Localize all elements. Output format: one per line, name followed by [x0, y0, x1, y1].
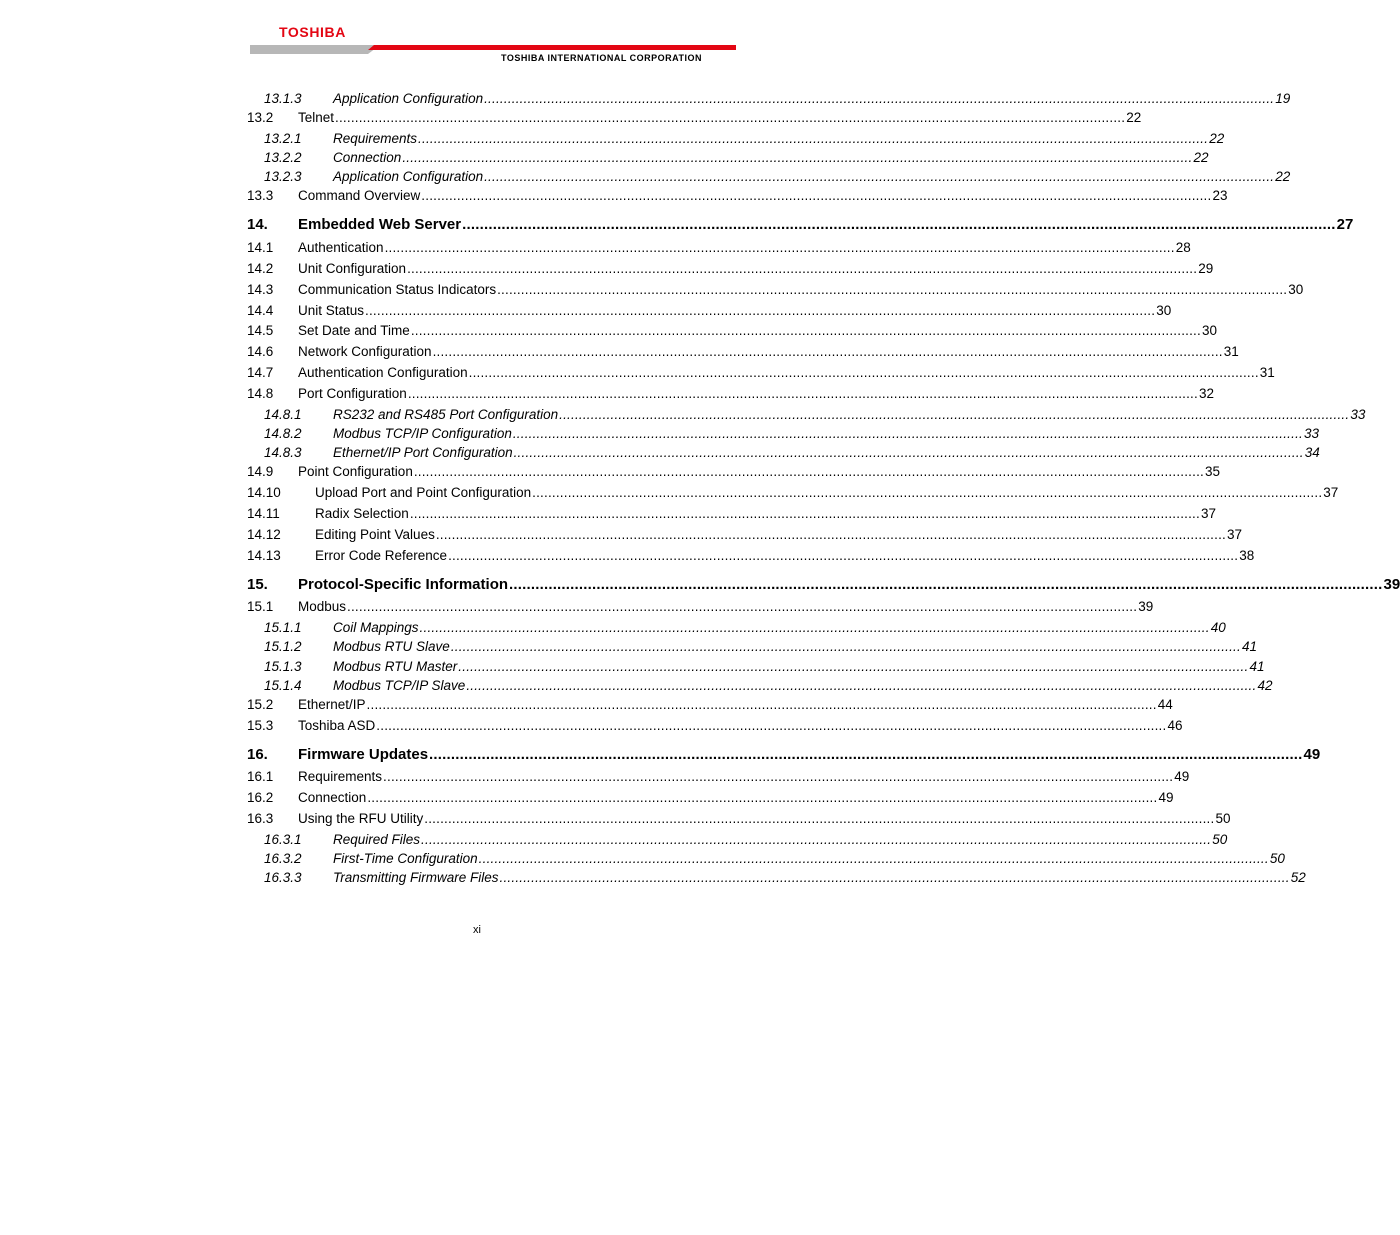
toc-entry[interactable] — [264, 407, 1366, 422]
toc-entry[interactable] — [247, 485, 1339, 500]
toc-entry-number: 13.2 — [247, 110, 274, 125]
toc-entry-number: 14.8 — [247, 386, 274, 401]
toc-entry-number: 14.8.2 — [264, 426, 302, 441]
toc-dot-leader: ........................................................................................................................................................................................................ — [376, 718, 1167, 733]
toc-dot-leader: ........................................................................................................................................................................................................ — [365, 303, 1156, 318]
toc-entry-title: Command Overview — [298, 188, 421, 203]
toc-entry[interactable] — [247, 323, 1217, 338]
toc-dot-leader: ........................................................................................................................................................................................................ — [484, 91, 1275, 106]
toc-entry-number: 15.2 — [247, 697, 274, 712]
toc-entry-title: Modbus RTU Master — [333, 659, 458, 674]
page-header — [0, 0, 954, 70]
toc-entry-title: Protocol-Specific Information — [298, 576, 509, 593]
toc-entry[interactable] — [247, 303, 1172, 318]
toc-entry-number: 16.3.1 — [264, 832, 302, 847]
toc-entry-number: 14.9 — [247, 464, 274, 479]
toc-dot-leader: ........................................................................................................................................................................................................ — [468, 365, 1259, 380]
toc-entry-title: Modbus — [298, 599, 347, 614]
toc-entry-title: Ethernet/IP — [298, 697, 366, 712]
toc-entry[interactable] — [247, 548, 1255, 563]
toc-entry[interactable] — [264, 426, 1320, 441]
toc-entry[interactable] — [247, 386, 1214, 401]
toc-entry-number: 13.2.2 — [264, 150, 302, 165]
toc-entry[interactable] — [264, 91, 1291, 106]
toc-entry-page: 22 — [1209, 131, 1225, 146]
toc-dot-leader: ........................................................................................................................................................................................................ — [499, 870, 1290, 885]
toc-entry-title: Modbus TCP/IP Configuration — [333, 426, 512, 441]
toc-entry-number: 14. — [247, 216, 268, 233]
toc-entry-page: 32 — [1198, 386, 1214, 401]
toc-entry-number: 14.13 — [247, 548, 281, 563]
toc-dot-leader: ........................................................................................................................................................................................................ — [432, 344, 1223, 359]
toc-entry-number: 14.3 — [247, 282, 274, 297]
toc-dot-leader: ........................................................................................................................................................................................................ — [366, 697, 1157, 712]
toc-entry-title: Telnet — [298, 110, 335, 125]
toc-entry[interactable] — [264, 620, 1226, 635]
toc-entry-number: 14.4 — [247, 303, 274, 318]
toc-entry-page: 52 — [1290, 870, 1306, 885]
toc-entry-page: 50 — [1215, 811, 1231, 826]
toc-entry-number: 16.3.3 — [264, 870, 302, 885]
toc-entry-page: 19 — [1275, 91, 1291, 106]
toc-entry-page: 30 — [1156, 303, 1172, 318]
toc-entry-page: 50 — [1269, 851, 1285, 866]
toc-dot-leader: ........................................................................................................................................................................................................ — [478, 851, 1269, 866]
toc-entry[interactable] — [264, 870, 1306, 885]
toc-entry[interactable] — [264, 150, 1209, 165]
toc-dot-leader: ........................................................................................................................................................................................................ — [466, 678, 1257, 693]
toc-entry-page: 33 — [1304, 426, 1320, 441]
toc-entry[interactable] — [264, 659, 1265, 674]
toc-entry-page: 30 — [1201, 323, 1217, 338]
toc-dot-leader: ........................................................................................................................................................................................................ — [407, 261, 1198, 276]
toc-entry-number: 15.1 — [247, 599, 274, 614]
toc-entry-page: 49 — [1174, 769, 1190, 784]
toc-dot-leader: ........................................................................................................................................................................................................ — [458, 659, 1249, 674]
toc-entry[interactable] — [247, 790, 1174, 805]
toc-entry-page: 34 — [1304, 445, 1320, 460]
toc-dot-leader: ........................................................................................................................................................................................................ — [484, 169, 1275, 184]
toc-entry-title: Authentication Configuration — [298, 365, 468, 380]
toc-dot-leader: ........................................................................................................................................................................................................ — [407, 386, 1198, 401]
toc-entry-number: 16.3.2 — [264, 851, 302, 866]
toc-entry-title: Ethernet/IP Port Configuration — [333, 445, 513, 460]
toc-entry-number: 15. — [247, 576, 268, 593]
toc-dot-leader: ........................................................................................................................................................................................................ — [424, 811, 1215, 826]
toc-entry-number: 15.1.1 — [264, 620, 302, 635]
toc-entry-number: 14.11 — [247, 506, 280, 521]
toc-entry-number: 13.2.1 — [264, 131, 302, 146]
toc-entry-page: 22 — [1275, 169, 1291, 184]
toc-entry-number: 14.10 — [247, 485, 281, 500]
toc-entry[interactable] — [247, 110, 1142, 125]
toc-dot-leader: ........................................................................................................................................................................................................ — [367, 790, 1158, 805]
toc-entry[interactable] — [247, 216, 1354, 233]
page-number: xi — [473, 924, 481, 936]
toc-entry-page: 38 — [1239, 548, 1255, 563]
toc-entry[interactable] — [247, 261, 1214, 276]
toc-entry-number: 16.1 — [247, 769, 274, 784]
toc-entry[interactable] — [264, 678, 1273, 693]
toc-entry-title: Authentication — [298, 240, 384, 255]
toc-entry-page: 37 — [1200, 506, 1216, 521]
toc-entry-page: 42 — [1257, 678, 1273, 693]
toc-dot-leader: ........................................................................................................................................................................................................ — [450, 639, 1241, 654]
toc-dot-leader: ........................................................................................................................................................................................................ — [421, 188, 1212, 203]
toc-dot-leader: ........................................................................................................................................................................................................ — [509, 576, 1383, 593]
toc-entry-page: 22 — [1126, 110, 1142, 125]
toc-entry-page: 28 — [1175, 240, 1191, 255]
toc-entry-page: 49 — [1158, 790, 1174, 805]
toc-entry-page: 37 — [1323, 485, 1339, 500]
toc-entry-title: Using the RFU Utility — [298, 811, 424, 826]
toc-dot-leader: ........................................................................................................................................................................................................ — [413, 464, 1204, 479]
toc-entry-page: 50 — [1212, 832, 1228, 847]
toc-entry-number: 14.8.3 — [264, 445, 302, 460]
toc-entry-title: Embedded Web Server — [298, 216, 462, 233]
toc-entry-title: Transmitting Firmware Files — [333, 870, 499, 885]
toc-entry-number: 14.8.1 — [264, 407, 302, 422]
toc-entry[interactable] — [247, 365, 1275, 380]
toc-entry-title: Required Files — [333, 832, 421, 847]
toc-entry-page: 41 — [1241, 639, 1257, 654]
toc-entry[interactable] — [247, 527, 1243, 542]
toc-entry[interactable] — [264, 639, 1257, 654]
toc-entry-title: Set Date and Time — [298, 323, 410, 338]
toc-dot-leader: ........................................................................................................................................................................................................ — [429, 746, 1303, 763]
toc-dot-leader: ........................................................................................................................................................................................................ — [559, 407, 1350, 422]
toc-entry-title: Connection — [333, 150, 402, 165]
corporation-name: TOSHIBA INTERNATIONAL CORPORATION — [501, 53, 702, 63]
toc-entry-title: Network Configuration — [298, 344, 432, 359]
toc-dot-leader: ........................................................................................................................................................................................................ — [421, 832, 1212, 847]
toc-entry[interactable] — [264, 832, 1228, 847]
toc-entry-number: 14.12 — [247, 527, 281, 542]
toc-entry-page: 41 — [1249, 659, 1265, 674]
toc-entry-page: 44 — [1157, 697, 1173, 712]
toc-entry[interactable] — [247, 697, 1173, 712]
toc-entry-title: Requirements — [298, 769, 383, 784]
toc-entry-page: 35 — [1204, 464, 1221, 479]
toc-entry-number: 15.1.2 — [264, 639, 302, 654]
toc-entry-page: 46 — [1167, 718, 1183, 733]
toc-entry-title: Port Configuration — [298, 386, 407, 401]
toc-entry[interactable] — [247, 811, 1231, 826]
toc-dot-leader: ........................................................................................................................................................................................................ — [512, 426, 1303, 441]
toc-entry[interactable] — [264, 851, 1285, 866]
toc-entry[interactable] — [247, 188, 1228, 203]
toc-entry[interactable] — [247, 718, 1183, 733]
toc-entry[interactable] — [247, 282, 1304, 297]
toc-entry-title: Modbus TCP/IP Slave — [333, 678, 466, 693]
toc-entry-number: 13.3 — [247, 188, 274, 203]
toc-entry-title: First-Time Configuration — [333, 851, 478, 866]
toc-entry-title: Modbus RTU Slave — [333, 639, 450, 654]
toc-entry-page: 30 — [1288, 282, 1304, 297]
toc-dot-leader: ........................................................................................................................................................................................................ — [448, 548, 1239, 563]
toc-entry-page: 27 — [1336, 216, 1354, 233]
toc-entry-number: 13.1.3 — [264, 91, 302, 106]
toc-dot-leader: ........................................................................................................................................................................................................ — [335, 110, 1126, 125]
toc-entry[interactable] — [247, 464, 1221, 479]
toc-entry-title: Requirements — [333, 131, 418, 146]
toc-entry-title: Unit Status — [298, 303, 365, 318]
toc-entry-page: 39 — [1138, 599, 1154, 614]
toc-entry-page: 33 — [1350, 407, 1366, 422]
toc-entry-title: Upload Port and Point Configuration — [315, 485, 532, 500]
toc-entry-title: RS232 and RS485 Port Configuration — [333, 407, 559, 422]
toc-entry-title: Radix Selection — [315, 506, 409, 521]
toc-entry-number: 14.2 — [247, 261, 274, 276]
toc-entry[interactable] — [247, 599, 1154, 614]
toc-entry[interactable] — [247, 746, 1321, 763]
toc-entry-page: 40 — [1210, 620, 1226, 635]
toc-entry-page: 31 — [1259, 365, 1275, 380]
toc-dot-leader: ........................................................................................................................................................................................................ — [418, 131, 1209, 146]
toc-entry-page: 31 — [1223, 344, 1239, 359]
toc-entry-title: Firmware Updates — [298, 746, 429, 763]
toc-entry-number: 15.1.3 — [264, 659, 302, 674]
toc-entry-title: Error Code Reference — [315, 548, 448, 563]
toc-entry-number: 16.2 — [247, 790, 274, 805]
toc-entry-number: 16. — [247, 746, 268, 763]
toc-entry[interactable] — [247, 344, 1239, 359]
toc-entry-page: 39 — [1383, 576, 1400, 593]
toc-entry[interactable] — [264, 169, 1291, 184]
toc-dot-leader: ........................................................................................................................................................................................................ — [402, 150, 1193, 165]
toc-entry-page: 37 — [1226, 527, 1243, 542]
toc-entry-number: 14.5 — [247, 323, 274, 338]
toc-entry-number: 16.3 — [247, 811, 274, 826]
toc-dot-leader: ........................................................................................................................................................................................................ — [462, 216, 1336, 233]
toc-dot-leader: ........................................................................................................................................................................................................ — [384, 240, 1175, 255]
toc-entry-title: Unit Configuration — [298, 261, 407, 276]
toc-entry-title: Point Configuration — [298, 464, 413, 479]
toc-entry[interactable] — [247, 576, 1400, 593]
toc-dot-leader: ........................................................................................................................................................................................................ — [532, 485, 1323, 500]
toc-entry-title: Connection — [298, 790, 367, 805]
toc-entry-title: Editing Point Values — [315, 527, 435, 542]
toc-entry-title: Toshiba ASD — [298, 718, 376, 733]
toc-dot-leader: ........................................................................................................................................................................................................ — [513, 445, 1304, 460]
toshiba-logo: TOSHIBA — [279, 24, 346, 40]
toc-dot-leader: ........................................................................................................................................................................................................ — [409, 506, 1200, 521]
toc-entry-number: 15.1.4 — [264, 678, 302, 693]
toc-entry-page: 29 — [1198, 261, 1214, 276]
toc-dot-leader: ........................................................................................................................................................................................................ — [419, 620, 1210, 635]
toc-entry[interactable] — [264, 445, 1320, 460]
toc-entry-number: 14.6 — [247, 344, 274, 359]
toc-entry[interactable] — [247, 240, 1191, 255]
toc-entry[interactable] — [264, 131, 1225, 146]
toc-entry-number: 14.1 — [247, 240, 274, 255]
toc-entry-title: Application Configuration — [333, 169, 484, 184]
toc-entry-title: Coil Mappings — [333, 620, 419, 635]
toc-entry-number: 15.3 — [247, 718, 274, 733]
toc-entry[interactable] — [247, 769, 1190, 784]
toc-entry-page: 49 — [1303, 746, 1321, 763]
toc-dot-leader: ........................................................................................................................................................................................................ — [347, 599, 1138, 614]
toc-dot-leader: ........................................................................................................................................................................................................ — [435, 527, 1226, 542]
toc-dot-leader: ........................................................................................................................................................................................................ — [497, 282, 1288, 297]
toc-entry-page: 23 — [1212, 188, 1228, 203]
toc-entry[interactable] — [247, 506, 1216, 521]
toc-dot-leader: ........................................................................................................................................................................................................ — [410, 323, 1201, 338]
toc-entry-title: Communication Status Indicators — [298, 282, 497, 297]
toc-dot-leader: ........................................................................................................................................................................................................ — [383, 769, 1174, 784]
toc-entry-title: Application Configuration — [333, 91, 484, 106]
toc-entry-number: 14.7 — [247, 365, 274, 380]
toc-entry-page: 22 — [1193, 150, 1209, 165]
toc-entry-number: 13.2.3 — [264, 169, 302, 184]
